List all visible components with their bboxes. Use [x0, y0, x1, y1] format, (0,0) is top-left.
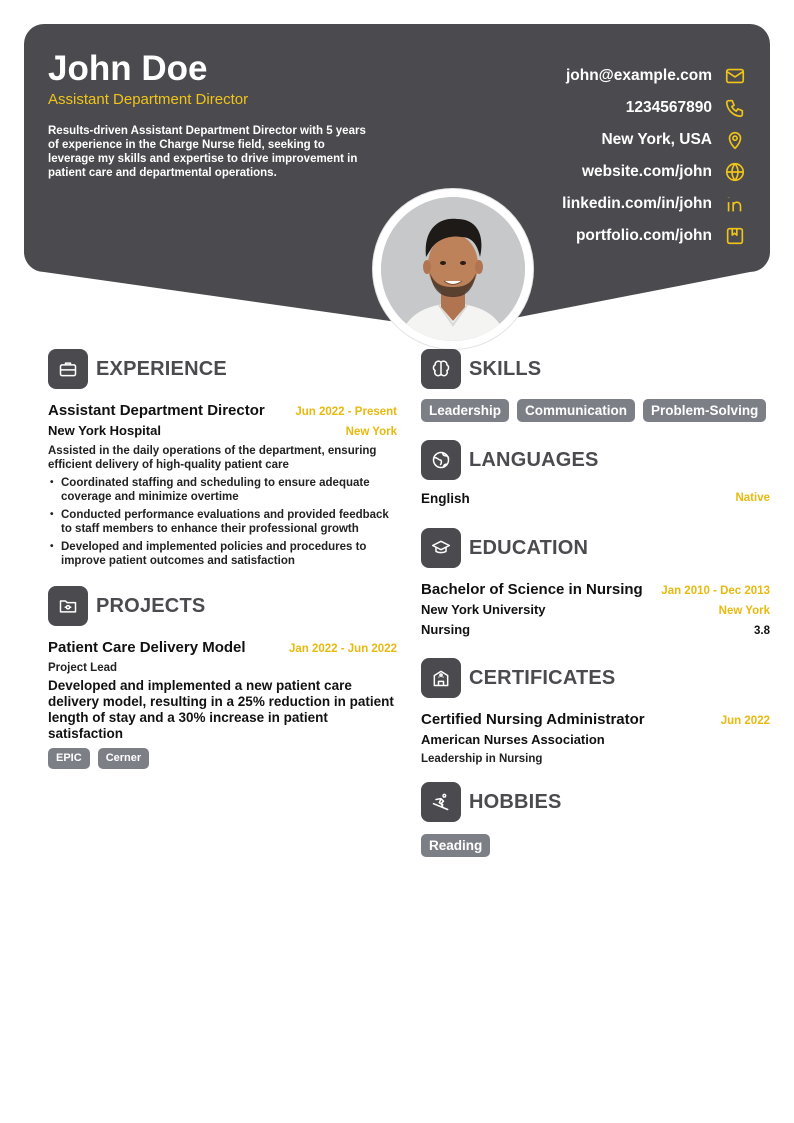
experience-section-header — [48, 349, 397, 389]
bookmark-icon — [724, 225, 746, 247]
language-level: Native — [735, 492, 770, 504]
contact-location — [486, 124, 746, 156]
experience-bullet: • Developed and implemented policies and procedures to improve patient outcomes and satisfaction — [48, 540, 397, 568]
contact-email[interactable] — [486, 60, 746, 92]
graduation-cap-icon — [421, 528, 461, 568]
experience-bullet: • Conducted performance evaluations and provided feedback to staff members to enhance their professional growth — [48, 508, 397, 536]
certificates-section-header — [421, 658, 770, 698]
hobbies-section-header — [421, 782, 770, 822]
project-tags — [48, 748, 397, 769]
experience-role: Assistant Department Director — [48, 402, 265, 419]
project-tag: EPIC — [48, 748, 90, 769]
profile-summary: Results-driven Assistant Department Director with 5 years of experience in the Charge Nurse field, seeking to leverage my skills and expertise to drive improvement in patient care and departmental operations. — [48, 125, 366, 179]
certificate-date: Jun 2022 — [720, 715, 770, 727]
skill-tag: Problem-Solving — [643, 399, 766, 422]
contact-phone[interactable] — [486, 92, 746, 124]
experience-company: New York Hospital — [48, 423, 161, 438]
experience-bullets — [48, 476, 397, 568]
globe-icon — [724, 161, 746, 183]
project-name: Patient Care Delivery Model — [48, 639, 246, 656]
skill-tag: Communication — [517, 399, 635, 422]
project-date: Jan 2022 - Jun 2022 — [288, 643, 397, 655]
experience-date: Jun 2022 - Present — [295, 406, 397, 418]
experience-bullet: • Coordinated staffing and scheduling to ensure adequate coverage and minimize overtime — [48, 476, 397, 504]
hobbies-tags — [421, 834, 770, 857]
skills-heading: SKILLS — [469, 357, 542, 380]
language-name: English — [421, 490, 470, 506]
education-degree: Bachelor of Science in Nursing — [421, 581, 643, 598]
hobby-tag: Reading — [421, 834, 490, 857]
education-gpa: 3.8 — [754, 625, 770, 637]
project-entry — [48, 638, 397, 769]
contact-portfolio-text[interactable]: portfolio.com/john — [575, 227, 712, 244]
certificate-area: Leadership in Nursing — [421, 753, 543, 765]
languages-heading: LANGUAGES — [469, 448, 599, 471]
certificate-name: Certified Nursing Administrator — [421, 711, 645, 728]
education-date: Jan 2010 - Dec 2013 — [661, 585, 770, 597]
projects-heading: PROJECTS — [96, 594, 206, 617]
contact-list — [486, 60, 746, 252]
briefcase-icon — [48, 349, 88, 389]
right-column — [421, 349, 770, 857]
education-heading: EDUCATION — [469, 536, 589, 559]
folder-icon — [48, 586, 88, 626]
project-description: Developed and implemented a new patient care delivery model, resulting in a 25% reduction in patient length of stay and a 30% increase in patient satisfaction — [48, 678, 394, 741]
skills-tags — [421, 399, 770, 422]
profile-photo — [381, 197, 525, 341]
phone-icon — [724, 97, 746, 119]
experience-location: New York — [345, 426, 397, 438]
education-school: New York University — [421, 602, 546, 617]
project-tag: Cerner — [98, 748, 149, 769]
certificate-building-icon — [421, 658, 461, 698]
experience-heading: EXPERIENCE — [96, 357, 227, 380]
certificate-entry — [421, 710, 770, 768]
education-section-header — [421, 528, 770, 568]
project-role: Project Lead — [48, 662, 118, 674]
experience-entry — [48, 401, 397, 568]
contact-location-text: New York, USA — [601, 131, 712, 148]
candidate-name: John Doe — [48, 49, 208, 88]
projects-section-header — [48, 586, 397, 626]
contact-website-text[interactable]: website.com/john — [581, 163, 712, 180]
contact-email-text[interactable]: john@example.com — [565, 67, 712, 84]
mail-icon — [724, 65, 746, 87]
contact-linkedin[interactable] — [486, 188, 746, 220]
candidate-title: Assistant Department Director — [48, 91, 249, 108]
profile-photo-frame — [373, 189, 533, 349]
brain-icon — [421, 349, 461, 389]
education-entry — [421, 580, 770, 640]
experience-summary: Assisted in the daily operations of the department, ensuring efficient delivery of high-quality patient care — [48, 445, 377, 471]
location-pin-icon — [724, 129, 746, 151]
left-column — [48, 349, 397, 769]
language-globe-icon — [421, 440, 461, 480]
language-row — [421, 488, 770, 508]
education-location: New York — [718, 605, 770, 617]
certificate-issuer: American Nurses Association — [421, 732, 605, 747]
contact-website[interactable] — [486, 156, 746, 188]
certificates-heading: CERTIFICATES — [469, 666, 616, 689]
contact-phone-text[interactable]: 1234567890 — [625, 99, 712, 116]
hobbies-heading: HOBBIES — [469, 790, 562, 813]
contact-linkedin-text[interactable]: linkedin.com/in/john — [562, 195, 712, 212]
languages-section-header — [421, 440, 770, 480]
skiing-icon — [421, 782, 461, 822]
education-field: Nursing — [421, 622, 471, 637]
linkedin-icon — [724, 193, 746, 215]
skills-section-header — [421, 349, 770, 389]
skill-tag: Leadership — [421, 399, 509, 422]
